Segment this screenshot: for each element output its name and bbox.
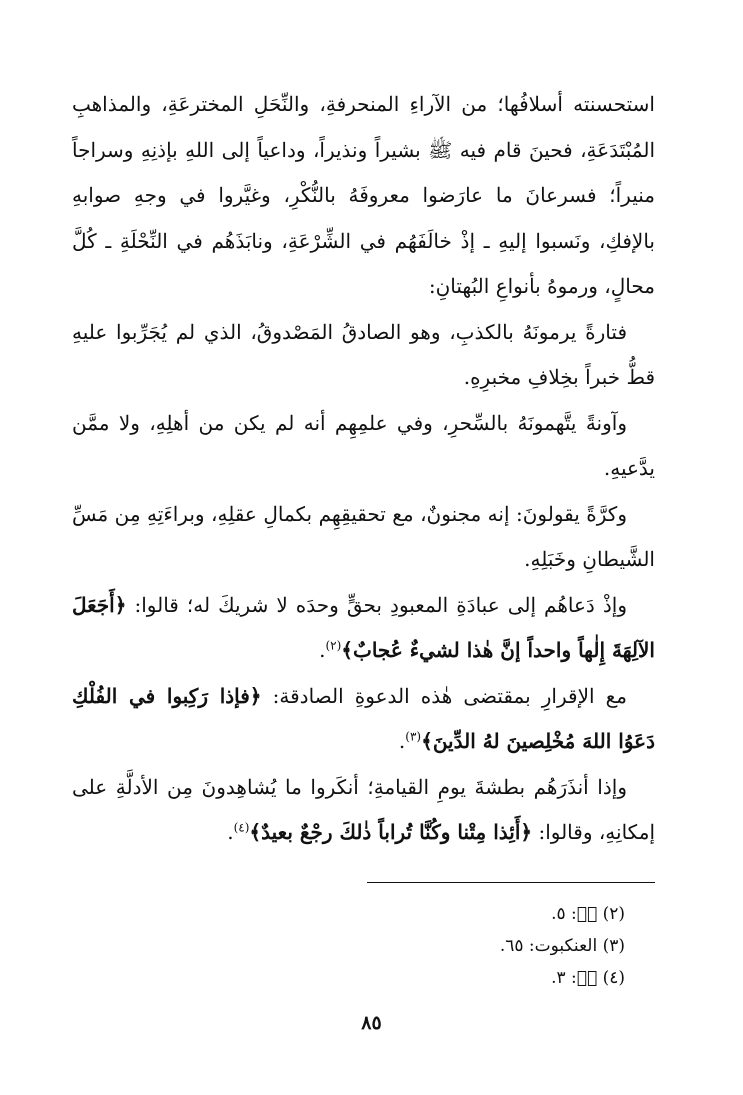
paragraph-5-text: وإذْ دَعاهُم إلى عبادَةِ المعبودِ بحقٍّ وحدَه لا شريكَ له؛ قالوا: (134, 592, 628, 617)
footnote-3: (٣) العنكبوت: ٦٥. (499, 936, 625, 956)
footnote-ref-3: (٣) (405, 729, 422, 744)
footnote-2: (٢) صۤ: ٥. (551, 904, 625, 924)
quran-verse-qaf: ﴿أَئِذا مِتْنا وكُنَّا تُراباً ذٰلكَ رجْعٌ بعيدٌ﴾ (249, 820, 533, 844)
footnote-divider (367, 882, 655, 883)
paragraph-1: استحسنته أسلافُها؛ من الآراءِ المنحرفةِ، والنِّحَلِ المخترعَةِ، والمذاهبِ المُبْتَدَعَةِ، فحينَ قام فيه ﷺ بشيراً ونذيراً، وداعياً إلى اللهِ بإذنِهِ وسراجاً منيراً؛ فسرعانَ ما عارَضوا معروفَهُ بالنُّكْرِ، وغيَّروا في وجهِ صوابهِ بالإفكِ، ونَسبوا إليهِ ـ إذْ خالَفَهُم في الشِّرْعَةِ، ونابَذَهُم في النِّحْلَةِ ـ كُلَّ محالٍ، ورموهُ بأنواعِ البُهتانِ: (72, 92, 655, 298)
paragraph-2: فتارةً يرمونَهُ بالكذبِ، وهو الصادقُ المَصْدوقُ، الذي لم يُجَرِّبوا عليهِ قطُّ خبراً بخِلافِ مخبرِهِ. (72, 319, 655, 389)
footnotes (225, 898, 625, 994)
main-text (72, 82, 655, 856)
paragraph-5-end: . (319, 638, 326, 662)
page-number: ٨٥ (361, 1012, 382, 1034)
paragraph-7-end: . (227, 820, 234, 844)
paragraph-6-end: . (398, 729, 406, 753)
footnote-4: (٤) قۤ: ٣. (551, 968, 625, 988)
paragraph-4: وكرَّةً يقولونَ: إنه مجنونٌ، مع تحقيقِهِم بكمالِ عقلِهِ، وبراءَتِهِ مِن مَسِّ الشَّيطانِ وخَبَلِهِ. (72, 501, 655, 571)
paragraph-6 (72, 674, 655, 765)
quran-verse-sad: ﴿أَجَعَلَ الآلِهَةَ إِلٰهاً واحداً إنَّ هٰذا لشيءٌ عُجابٌ﴾ (72, 592, 655, 662)
footnote-ref-2: (٢) (325, 638, 342, 653)
paragraph-6-text: مع الإقرارِ بمقتضى هٰذه الدعوةِ الصادقة: (272, 683, 627, 708)
paragraph-7-text: وإذا أنذَرَهُم بطشةَ يومِ القيامةِ؛ أنكَروا ما يُشاهِدونَ مِن الأدلَّةِ على إمكانِهِ، وقالوا: (72, 774, 655, 844)
paragraph-3: وآونةً يتَّهمونَهُ بالسِّحرِ، وفي علمِهِم أنه لم يكن من أهلِهِ، ولا ممَّن يدَّعيهِ. (72, 410, 655, 480)
paragraph-7 (72, 765, 655, 856)
paragraph-5 (72, 583, 655, 674)
footnote-ref-4: (٤) (233, 820, 250, 835)
quran-verse-ankabut: ﴿فإذا رَكِبوا في الفُلْكِ دَعَوُا اللهَ مُخْلِصينَ لهُ الدِّينَ﴾ (72, 683, 655, 753)
